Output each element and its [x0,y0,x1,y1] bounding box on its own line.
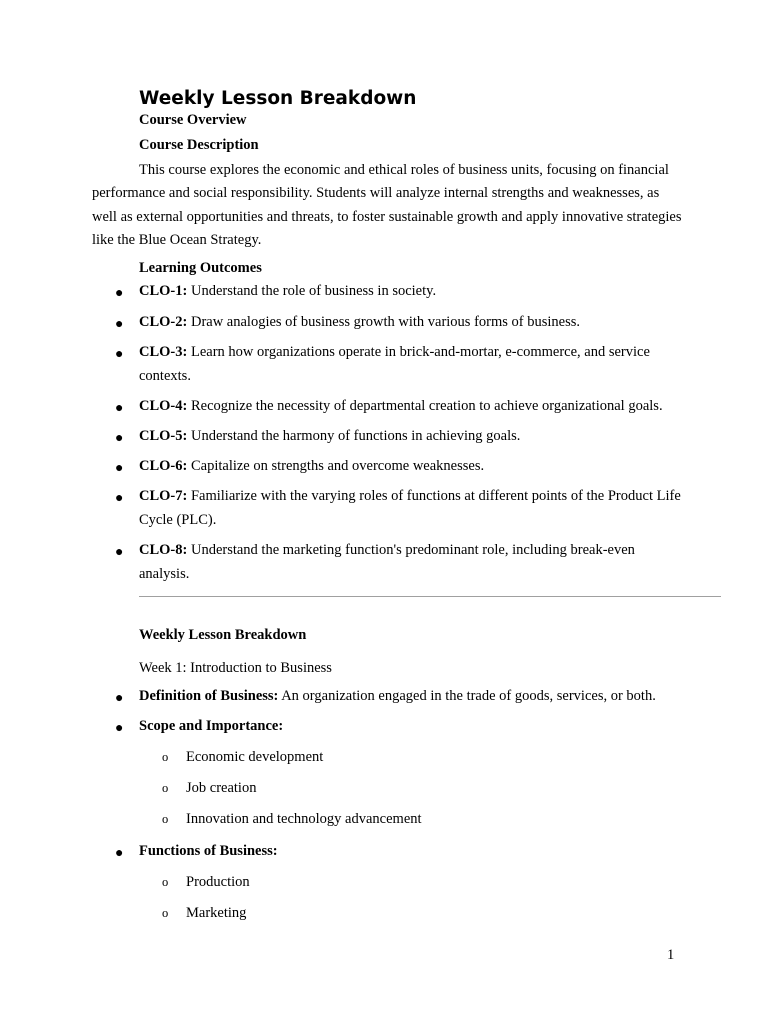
clo-item [139,425,687,449]
sub-bullet-icon: o [162,812,169,826]
scope-subitem: Job creation [186,780,257,796]
sub-bullet-icon: o [162,781,169,795]
scope-label: Scope and Importance: [139,718,284,734]
clo-label: CLO-6: [139,458,188,474]
clo-item [139,455,687,479]
bullet-icon: ● [115,401,124,416]
week-title: Week 1: Introduction to Business [139,660,332,676]
clo-label: CLO-1: [139,283,188,299]
clo-text: Understand the marketing function's predominant role, including break-even analysis. [139,542,635,582]
clo-label: CLO-4: [139,398,188,414]
clo-item [139,539,687,586]
sub-bullet-icon: o [162,906,169,920]
clo-text: Familiarize with the varying roles of functions at different points of the Product Life Cycle (PLC). [139,488,681,528]
clo-item [139,311,687,335]
scope-subitem: Economic development [186,749,324,765]
sub-bullet-icon: o [162,875,169,889]
bullet-icon: ● [115,691,124,706]
clo-item [139,280,687,304]
bullet-icon: ● [115,347,124,362]
bullet-icon: ● [115,545,124,560]
sub-bullet-icon: o [162,750,169,764]
weekly-breakdown-heading: Weekly Lesson Breakdown [139,627,307,643]
definition-label: Definition of Business: [139,688,279,704]
clo-item [139,485,687,532]
clo-text: Understand the role of business in society. [187,283,437,299]
functions-label: Functions of Business: [139,843,278,859]
bullet-icon: ● [115,721,124,736]
bullet-icon: ● [115,846,124,861]
clo-text: Draw analogies of business growth with various forms of business. [187,314,580,330]
course-description-heading: Course Description [139,137,259,153]
clo-label: CLO-5: [139,428,188,444]
bullet-icon: ● [115,286,124,301]
functions-subitem: Marketing [186,905,247,921]
clo-label: CLO-2: [139,314,188,330]
learning-outcomes-heading: Learning Outcomes [139,260,262,276]
clo-text: Capitalize on strengths and overcome weaknesses. [187,458,485,474]
bullet-icon: ● [115,461,124,476]
bullet-icon: ● [115,491,124,506]
clo-text: Learn how organizations operate in brick-and-mortar, e-commerce, and service contexts. [139,344,650,384]
clo-label: CLO-3: [139,344,188,360]
scope-subitem: Innovation and technology advancement [186,811,422,827]
course-description-text: This course explores the economic and ethical roles of business units, focusing on financial performance and social responsibility. Students will analyze internal strengths and weaknesses, as well as external opportunities and threats, to foster sustainable growth and apply innovative strategies like the Blue Ocean Strategy. [92,162,682,248]
document-title: Weekly Lesson Breakdown [139,88,417,109]
clo-text: Understand the harmony of functions in achieving goals. [187,428,521,444]
clo-item [139,395,687,419]
horizontal-divider [139,596,721,597]
definition-text: An organization engaged in the trade of goods, services, or both. [278,688,656,704]
functions-item [139,840,687,864]
page-number: 1 [667,947,675,963]
bullet-icon: ● [115,431,124,446]
scope-item [139,715,687,739]
clo-label: CLO-8: [139,542,188,558]
clo-item [139,341,687,388]
course-overview-heading: Course Overview [139,112,247,128]
clo-text: Recognize the necessity of departmental creation to achieve organizational goals. [187,398,663,414]
definition-item [139,685,687,709]
bullet-icon: ● [115,317,124,332]
clo-label: CLO-7: [139,488,188,504]
functions-subitem: Production [186,874,250,890]
